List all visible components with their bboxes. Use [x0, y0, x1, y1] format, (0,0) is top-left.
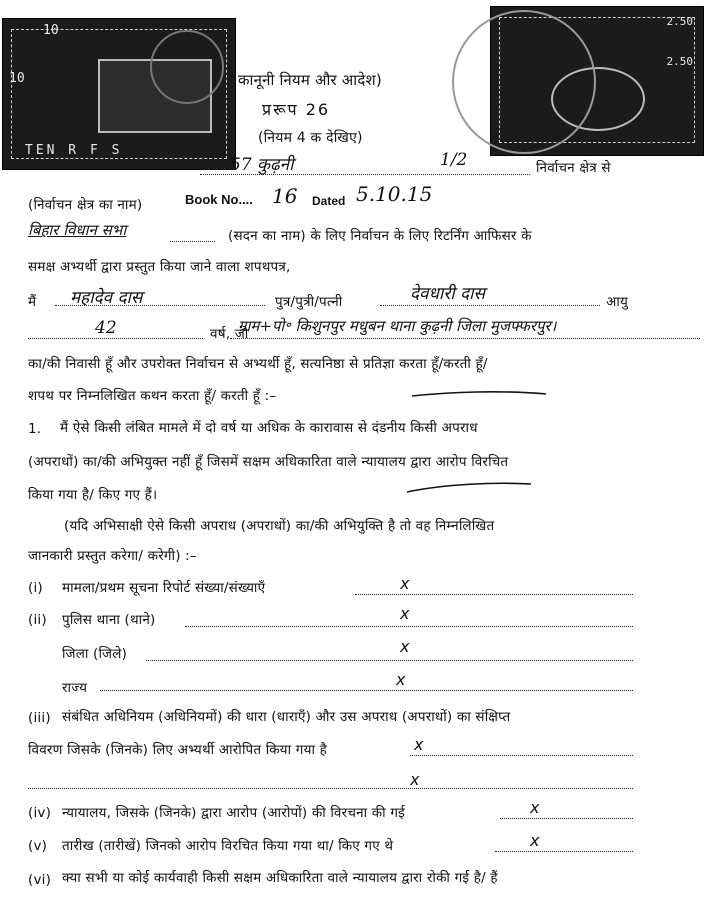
- form-label: प्ररूप 26: [262, 100, 331, 119]
- address-dotted-line: [230, 338, 700, 339]
- item-district-cross: x: [400, 637, 410, 656]
- constituency-handwritten: 57 कुढ़नी: [230, 155, 294, 175]
- item-iii-text-2: विवरण जिसके (जिनके) लिए अभ्यर्थी आरोपित किया गया है: [28, 742, 327, 758]
- item-ii-dotted: [185, 626, 633, 627]
- left-stamp-strip: TEN R F S: [25, 143, 123, 158]
- para1-line3: किया गया है/ किए गए हैं।: [28, 487, 158, 503]
- right-stamp-denomination: 2.50: [666, 15, 693, 28]
- item-iii-number: (iii): [28, 710, 51, 726]
- candidate-name-handwritten: महादेव दास: [70, 288, 143, 308]
- item-i-cross: x: [400, 574, 410, 593]
- item-v-text: तारीख (तारीखें) जिनको आरोप विरचित किया गया था/ किए गए थे: [62, 838, 394, 854]
- age-dotted-line: [28, 338, 203, 339]
- item-v-cross: x: [530, 831, 540, 850]
- line-resident: का/की निवासी हूँ और उपरोक्त निर्वाचन से अभ्यर्थी हूँ, सत्यनिष्ठा से प्रतिज्ञा करता हूँ/करती हूँ/: [28, 356, 488, 372]
- para1-line2: (अपराधों) का/की अभियुक्त नहीं हूँ जिसमें सक्षम अधिकारिता वाले न्यायालय द्वारा आरोप विरचित: [28, 454, 509, 470]
- item-iii-dotted: [410, 755, 633, 756]
- house-name-handwritten: बिहार विधान सभा: [28, 221, 127, 239]
- item-iv-cross: x: [530, 798, 540, 817]
- pen-stroke-2: [405, 478, 535, 498]
- father-dotted-line: [380, 305, 600, 306]
- left-stamp-seal: [150, 30, 224, 104]
- item-ii-number: (ii): [28, 612, 47, 628]
- item-ii-text: पुलिस थाना (थाने): [62, 612, 156, 628]
- constituency-dotted-line: [200, 174, 530, 175]
- constituency-number-handwritten: 1/2: [440, 150, 468, 170]
- item-iv-text: न्यायालय, जिसके (जिनके) द्वारा आरोप (आरोपों) की विरचना की गई: [62, 805, 405, 821]
- left-stamp-denomination-2: 10: [9, 71, 25, 86]
- book-no-label: Book No....: [185, 192, 253, 207]
- item-vi-number: (vi): [28, 872, 52, 888]
- line-oath: शपथ पर निम्नलिखित कथन करता हूँ/ करती हूँ :–: [28, 388, 277, 404]
- item-ii-cross: x: [400, 604, 410, 623]
- item-state-dotted: [100, 690, 633, 691]
- item-vi-text: क्या सभी या कोई कार्यवाही किसी सक्षम अधिकारिता वाले न्यायालय द्वारा रोकी गई है/ हैं: [62, 870, 498, 886]
- item-state-cross: x: [396, 670, 406, 689]
- constituency-name-label: (निर्वाचन क्षेत्र का नाम): [28, 197, 143, 213]
- dated-value: 5.10.15: [356, 182, 433, 206]
- item-iii-text-1: संबंधित अधिनियम (अधिनियमों) की धारा (धाराएँ) और उस अपराध (अपराधों) का संक्षिप्त: [62, 709, 511, 725]
- line-before-officer: समक्ष अभ्यर्थी द्वारा प्रस्तुत किया जाने वाला शपथपत्र,: [28, 259, 291, 275]
- item-iv-dotted: [500, 818, 633, 819]
- dated-label: Dated: [312, 194, 346, 208]
- years-label: वर्ष, जो: [210, 326, 249, 342]
- main-label: मैं: [28, 294, 37, 310]
- age-label: आयु: [606, 294, 629, 310]
- relation-label: पुत्र/पुत्री/पत्नी: [275, 294, 343, 310]
- pen-stroke: [410, 384, 550, 404]
- right-stamp-denomination-2: 2.50: [666, 55, 693, 68]
- line-house: (सदन का नाम) के लिए निर्वाचन के लिए रिटर्निंग आफिसर के: [228, 228, 532, 244]
- item-i-dotted: [355, 594, 633, 595]
- item-district-label: जिला (जिले): [62, 646, 128, 662]
- book-no-value: 16: [272, 184, 298, 208]
- item-state-label: राज्य: [62, 680, 88, 696]
- item-v-dotted: [495, 851, 633, 852]
- item-iv-number: (iv): [28, 805, 52, 821]
- father-name-handwritten: देवधारी दास: [410, 284, 486, 304]
- left-stamp-denomination: 10: [43, 23, 59, 38]
- item-district-dotted: [146, 660, 633, 661]
- constituency-label: निर्वाचन क्षेत्र से: [536, 160, 611, 176]
- rule-reference: (नियम 4 क देखिए): [258, 130, 363, 146]
- name-dotted-line: [55, 305, 265, 306]
- header-title: कानूनी नियम और आदेश): [238, 71, 382, 89]
- para1-line1: मैं ऐसे किसी लंबित मामले में दो वर्ष या अधिक के कारावास से दंडनीय किसी अपराध: [60, 420, 478, 436]
- item-i-number: (i): [28, 580, 43, 596]
- age-handwritten: 42: [95, 318, 117, 338]
- address-handwritten: ग्राम+पो॰ किशुनपुर मधुबन थाना कुढ़नी जिला मुजफ्फरपुर।: [238, 317, 557, 335]
- para1-line4: (यदि अभिसाक्षी ऐसे किसी अपराध (अपराधों) का/की अभियुक्ति है तो वह निम्नलिखित: [64, 518, 495, 534]
- item-iii-dotted-2: [28, 788, 633, 789]
- item-i-text: मामला/प्रथम सूचना रिपोर्ट संख्या/संख्याएँ: [62, 580, 266, 596]
- item-v-number: (v): [28, 838, 48, 854]
- item-iii-cross-2: x: [410, 770, 420, 789]
- para1-line5: जानकारी प्रस्तुत करेगा/ करेगी) :–: [28, 548, 197, 564]
- para1-number: 1.: [28, 421, 42, 437]
- house-dotted-line: [170, 241, 215, 242]
- item-iii-cross: x: [414, 735, 424, 754]
- right-stamp-seal: [452, 10, 596, 154]
